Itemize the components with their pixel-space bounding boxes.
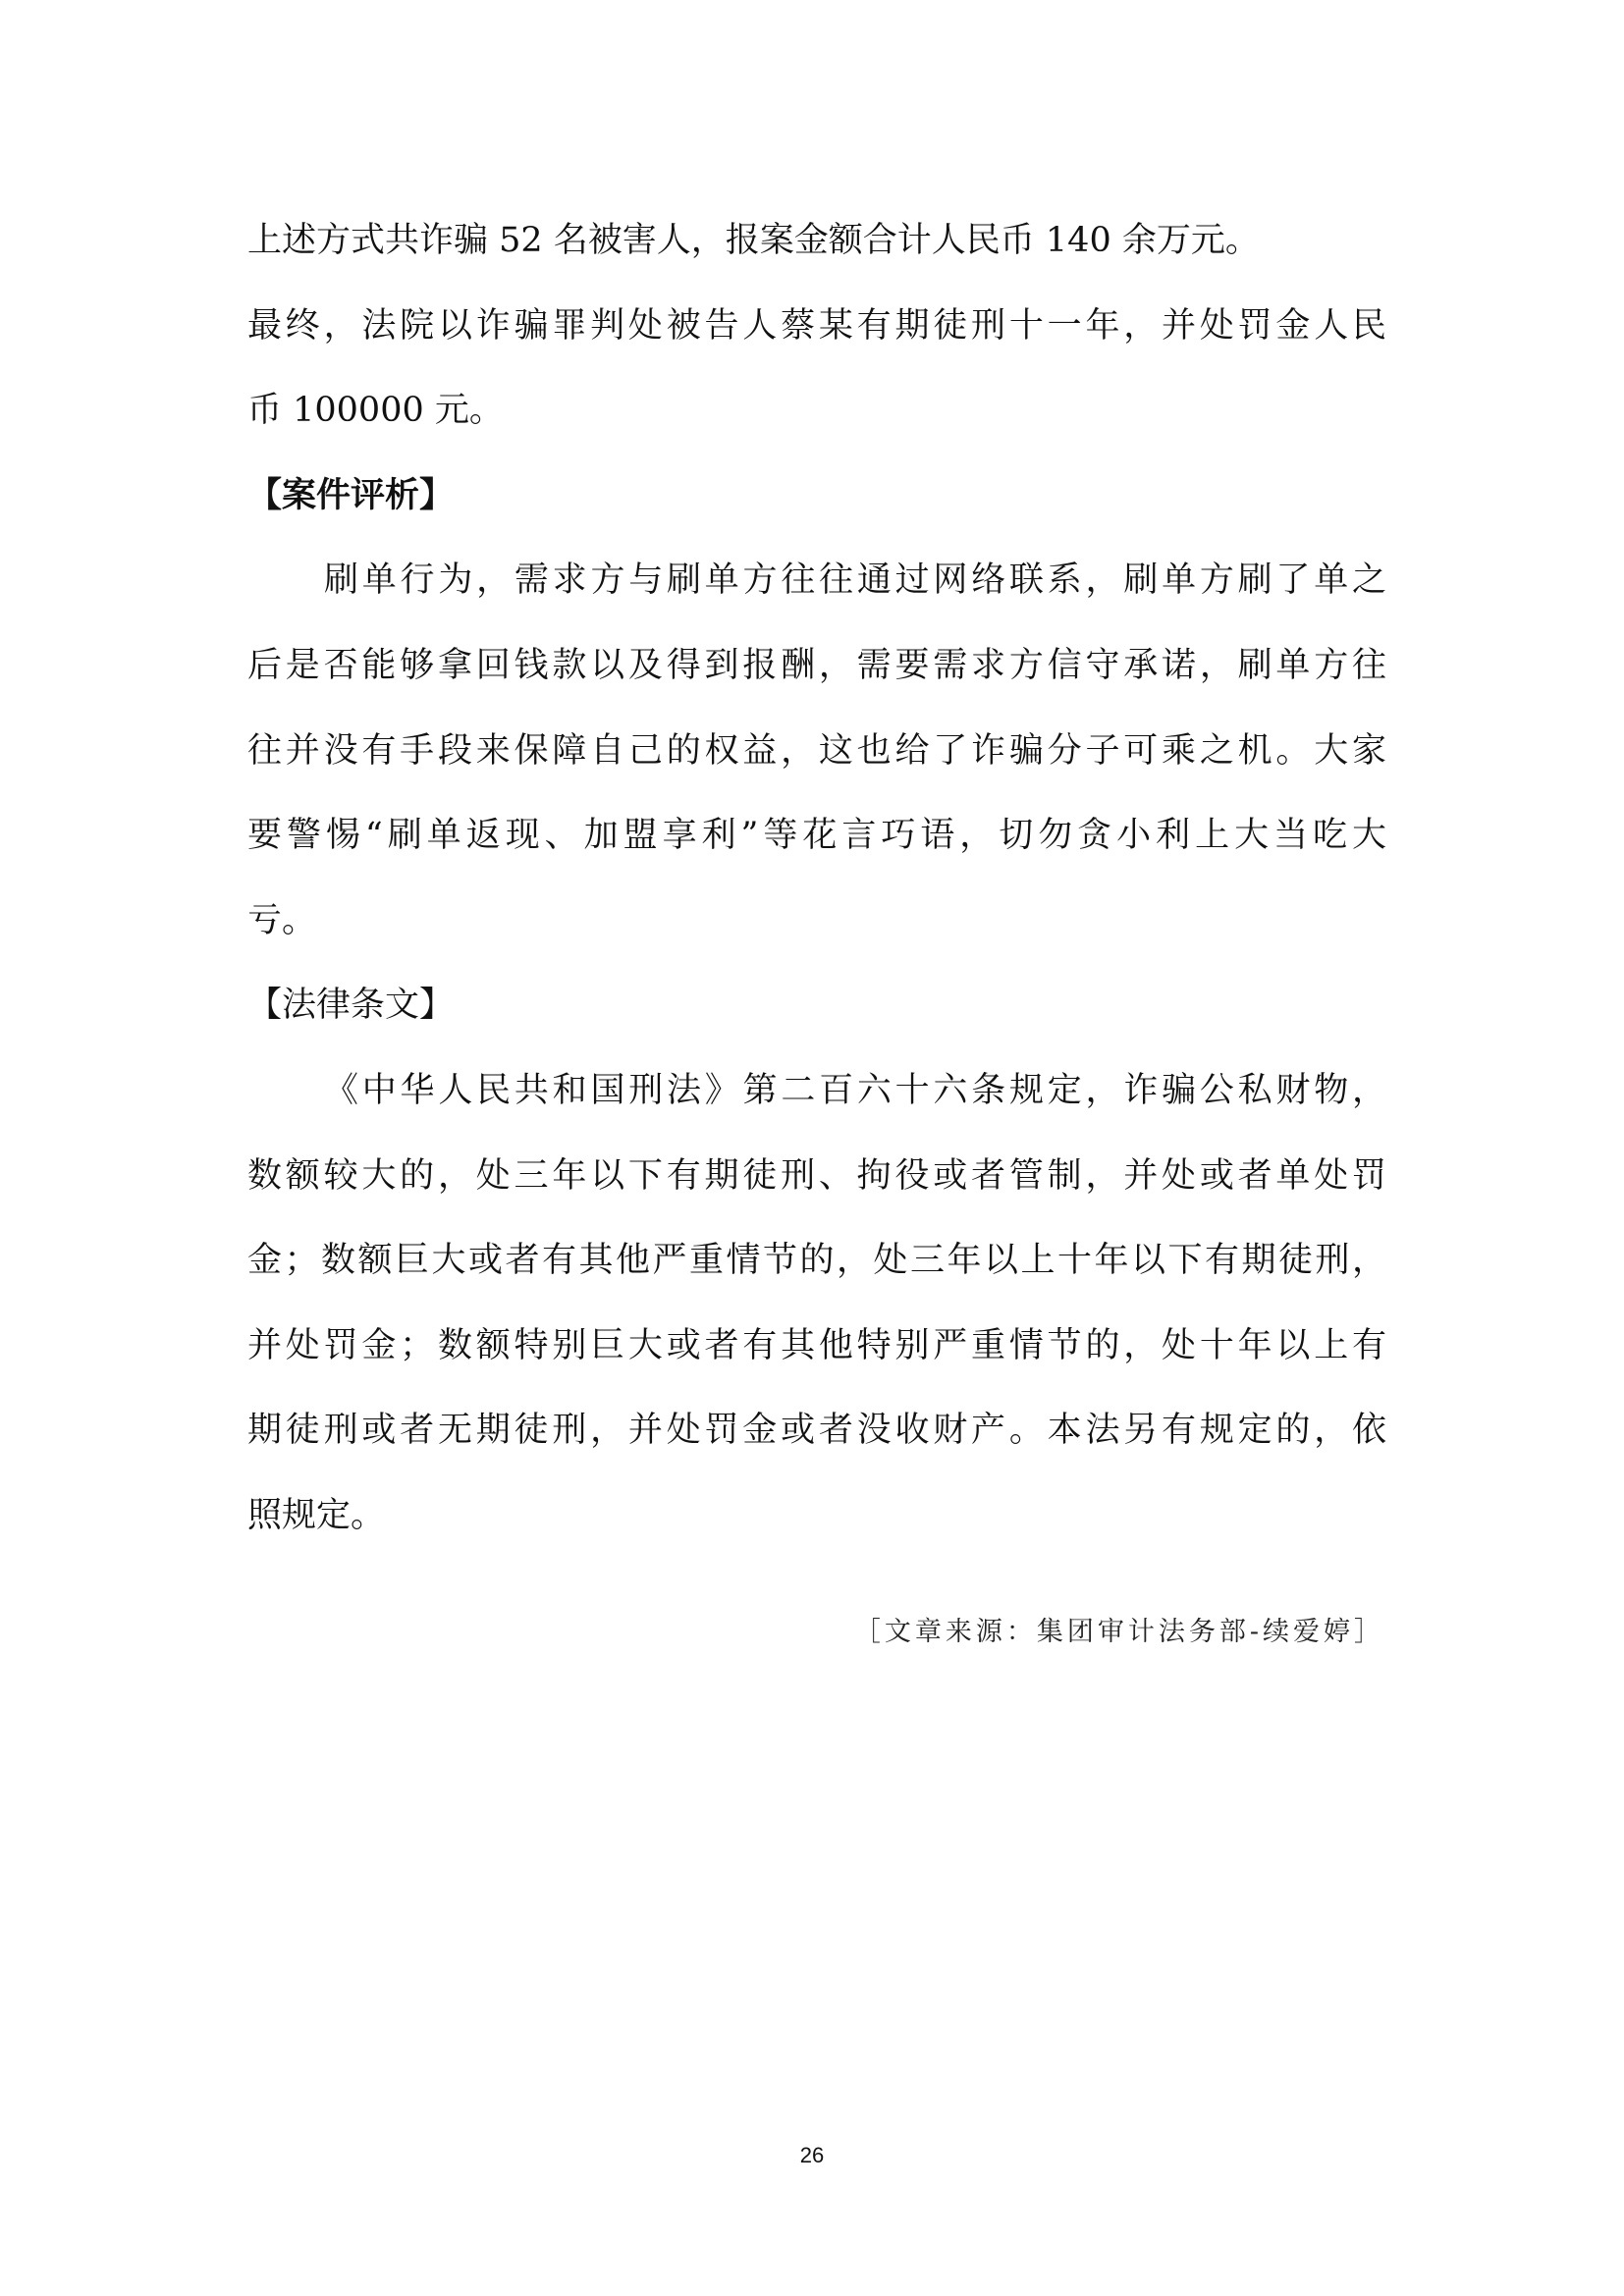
text-line: 金；数额巨大或者有其他严重情节的，处三年以上十年以下有期徒刑， (247, 1241, 1386, 1281)
text-line: 上述方式共诈骗 52 名被害人，报案金额合计人民币 140 余万元。 (247, 221, 1260, 260)
text-line: 并处罚金；数额特别巨大或者有其他特别严重情节的，处十年以上有 (247, 1325, 1386, 1365)
source-attribution: ［文章来源：集团审计法务部-续爱婷］ (853, 1617, 1384, 1647)
document-body (247, 214, 1386, 1575)
section-heading-legal-provisions: 【法律条文】 (247, 986, 455, 1026)
section-heading-case-analysis: 【案件评析】 (247, 475, 455, 515)
page-number: 26 (799, 2143, 825, 2167)
text-line: 后是否能够拿回钱款以及得到报酬，需要需求方信守承诺，刷单方往 (247, 645, 1386, 685)
text-line: 《中华人民共和国刑法》第二百六十六条规定，诈骗公私财物， (324, 1070, 1386, 1110)
text-line: 数额较大的，处三年以下有期徒刑、拘役或者管制，并处或者单处罚 (247, 1155, 1386, 1196)
text-line: 币 100000 元。 (247, 391, 504, 431)
text-line: 最终，法院以诈骗罪判处被告人蔡某有期徒刑十一年，并处罚金人民 (247, 305, 1386, 346)
text-line: 亏。 (247, 900, 317, 940)
text-line: 照规定。 (247, 1495, 386, 1535)
text-line: 期徒刑或者无期徒刑，并处罚金或者没收财产。本法另有规定的，依 (247, 1411, 1386, 1451)
text-line: 要警惕“刷单返现、加盟享利”等花言巧语，切勿贪小利上大当吃大 (247, 816, 1386, 856)
text-line: 刷单行为，需求方与刷单方往往通过网络联系，刷单方刷了单之 (324, 561, 1386, 601)
text-line: 往并没有手段来保障自己的权益，这也给了诈骗分子可乘之机。大家 (247, 730, 1386, 771)
